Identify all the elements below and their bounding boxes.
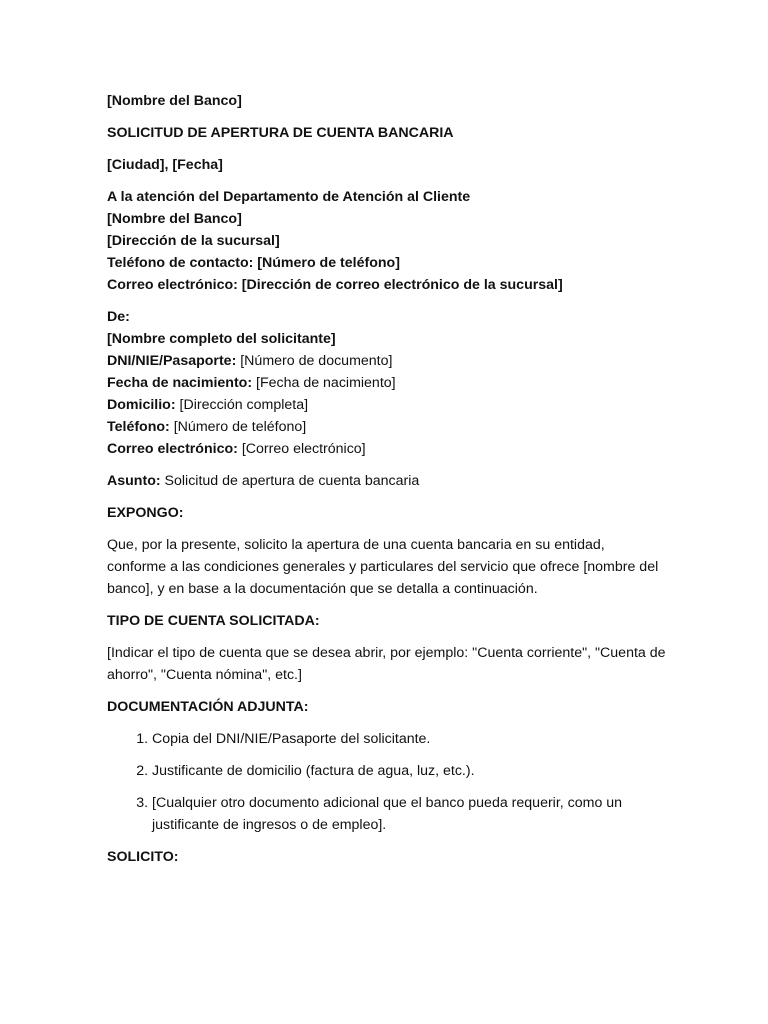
recipient-attention: A la atención del Departamento de Atención al Cliente [107, 189, 471, 205]
sender-name: [Nombre completo del solicitante] [107, 331, 336, 347]
sender-block [107, 306, 667, 460]
expongo-body: Que, por la presente, solicito la apertura de una cuenta bancaria en su entidad, conforme a las condiciones generales y particulares del servicio que ofrece [nombre del banco], y en base a la documentación que se detalla a continuación. [107, 537, 659, 597]
subject-label: Asunto: [107, 473, 161, 489]
sender-field-email [107, 438, 667, 460]
list-item: 2. Justificante de domicilio (factura de agua, luz, etc.). [152, 760, 667, 782]
document-page [107, 90, 667, 868]
account-type-body: [Indicar el tipo de cuenta que se desea abrir, por ejemplo: "Cuenta corriente", "Cuenta de ahorro", "Cuenta nómina", etc.] [107, 645, 666, 683]
field-label: Correo electrónico: [107, 441, 238, 457]
sender-field-phone [107, 416, 667, 438]
field-value: [Dirección completa] [175, 397, 309, 413]
sender-field-birthdate [107, 372, 667, 394]
sender-field-address [107, 394, 667, 416]
document-title: SOLICITUD DE APERTURA DE CUENTA BANCARIA [107, 125, 454, 141]
recipient-address: [Dirección de la sucursal] [107, 233, 280, 249]
subject-line [107, 470, 667, 492]
list-item: 1. Copia del DNI/NIE/Pasaporte del solicitante. [152, 728, 667, 750]
documents-heading: DOCUMENTACIÓN ADJUNTA: [107, 699, 309, 715]
field-label: DNI/NIE/Pasaporte: [107, 353, 237, 369]
account-type-heading: TIPO DE CUENTA SOLICITADA: [107, 613, 320, 629]
field-label: Teléfono: [107, 419, 170, 435]
bank-name: [Nombre del Banco] [107, 93, 242, 109]
field-label: Domicilio: [107, 397, 176, 413]
expongo-heading: EXPONGO: [107, 505, 184, 521]
field-value: [Número de documento] [236, 353, 393, 369]
field-value: [Correo electrónico] [237, 441, 366, 457]
sender-heading: De: [107, 309, 130, 325]
field-value: [Número de teléfono] [169, 419, 307, 435]
recipient-phone: Teléfono de contacto: [Número de teléfono] [107, 255, 400, 271]
recipient-bank: [Nombre del Banco] [107, 211, 242, 227]
field-value: [Fecha de nacimiento] [252, 375, 396, 391]
recipient-block [107, 186, 667, 296]
city-date: [Ciudad], [Fecha] [107, 157, 223, 173]
sender-field-document [107, 350, 667, 372]
list-item: 3. [Cualquier otro documento adicional que el banco pueda requerir, como un justificante de ingresos o de empleo]. [152, 792, 667, 836]
field-label: Fecha de nacimiento: [107, 375, 253, 391]
documents-list [107, 728, 667, 836]
recipient-email: Correo electrónico: [Dirección de correo electrónico de la sucursal] [107, 277, 563, 293]
solicito-heading: SOLICITO: [107, 849, 179, 865]
subject-value: Solicitud de apertura de cuenta bancaria [160, 473, 420, 489]
